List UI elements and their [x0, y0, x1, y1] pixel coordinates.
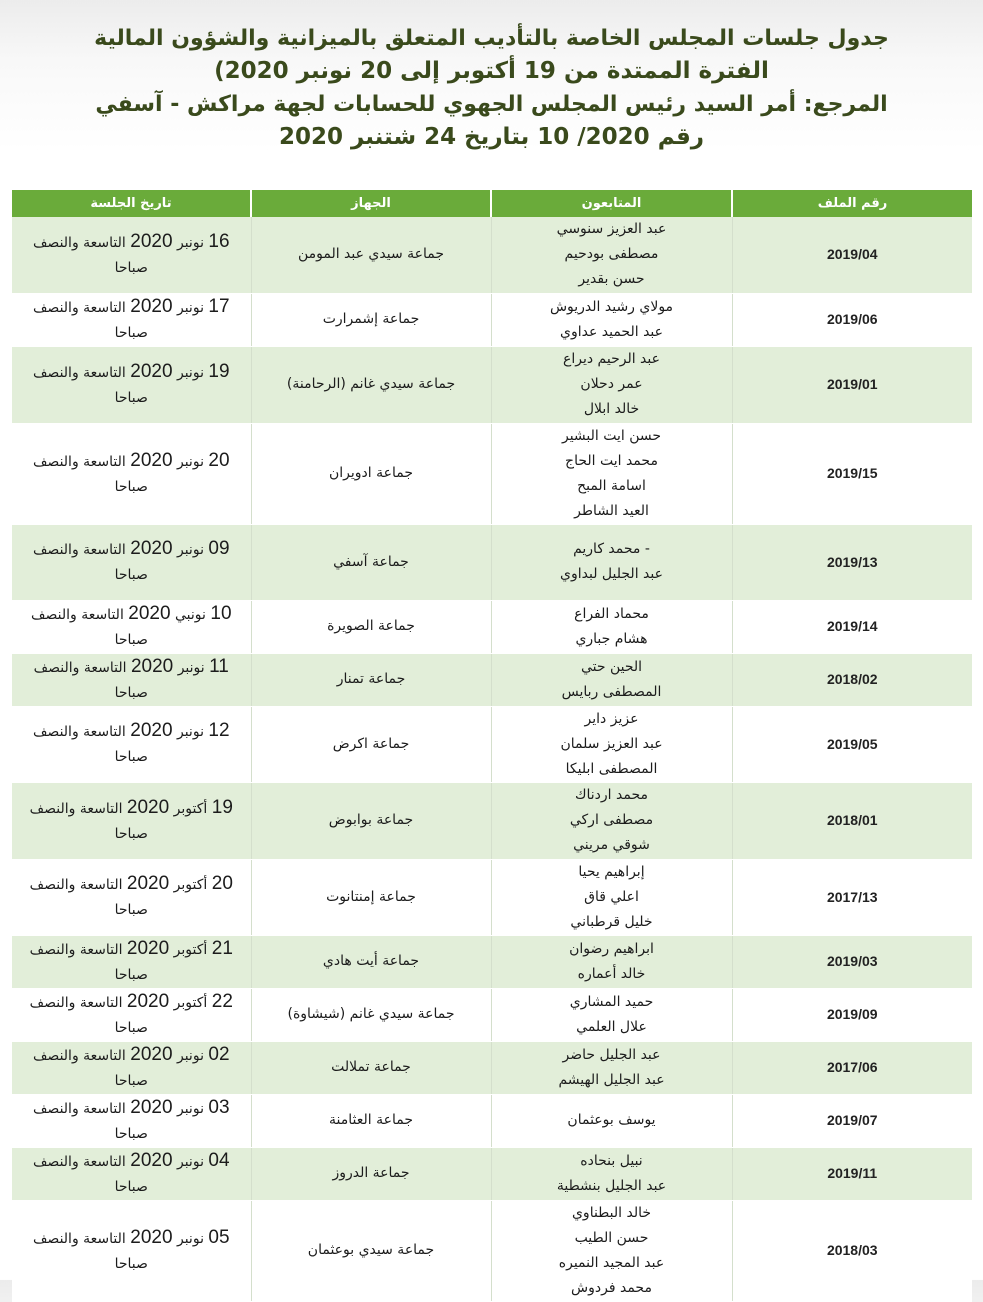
follower-name: يوسف بوعثمان	[567, 1112, 656, 1128]
file-number-cell: 2019/01	[732, 346, 972, 423]
table-row	[12, 1200, 972, 1301]
session-date-year: 2020	[128, 602, 171, 624]
follower-name: هشام جباري	[575, 630, 648, 647]
session-date-rest: التاسعة والنصف صباحا	[29, 994, 148, 1036]
file-number-cell: 2018/01	[732, 782, 972, 859]
session-date-rest: التاسعة والنصف صباحا	[29, 941, 148, 983]
file-number-cell: 2019/15	[732, 423, 972, 524]
session-date-month: نونبر	[176, 1230, 204, 1247]
document-header	[0, 22, 983, 154]
file-number-cell: 2019/05	[732, 706, 972, 782]
session-date-cell	[12, 423, 251, 524]
session-date-cell	[12, 1041, 251, 1094]
table-row	[12, 782, 972, 859]
file-number-cell: 2019/11	[732, 1147, 972, 1200]
follower-name: محمد اردناك	[574, 787, 648, 803]
followers-cell	[491, 1094, 732, 1147]
file-number-cell: 2017/06	[732, 1041, 972, 1094]
document-reference-number: رقم 2020/ 10 بتاريخ 24 شتنبر 2020	[278, 124, 705, 150]
body-cell: جماعة إمنتانوت	[251, 859, 491, 935]
session-date-year: 2020	[130, 655, 174, 677]
body-cell: جماعة إشمرارت	[251, 293, 491, 346]
follower-name: إبراهيم يحيا	[578, 863, 645, 880]
body-cell: جماعة تمنار	[251, 653, 491, 706]
column-header-body: الجهاز	[251, 190, 491, 217]
follower-name: عمر دحلان	[580, 376, 643, 392]
session-date-cell	[12, 653, 251, 706]
follower-name: ابراهيم رضوان	[569, 940, 654, 957]
follower-name: حسن بقدير	[578, 271, 645, 288]
session-date-cell	[12, 706, 251, 782]
column-header-session-date: تاريخ الجلسة	[12, 190, 251, 217]
session-date-day: 09	[208, 538, 230, 559]
follower-name: حميد المشاري	[569, 993, 654, 1010]
follower-name: اسامة المبح	[577, 477, 646, 494]
column-header-file-no: رقم الملف	[732, 190, 972, 217]
session-date-day: 19	[211, 796, 233, 818]
file-number-cell: 2019/07	[732, 1094, 972, 1147]
file-number-cell: 2018/02	[732, 653, 972, 706]
followers-cell	[491, 988, 732, 1041]
session-date-month: نونبر	[176, 299, 204, 316]
session-date-month: نونبر	[176, 724, 204, 740]
session-date-day: 20	[211, 873, 233, 894]
session-date-day: 10	[210, 602, 232, 624]
session-date-year: 2020	[130, 720, 173, 741]
session-date-cell	[12, 859, 251, 935]
session-date-day: 17	[208, 295, 230, 317]
session-date-day: 20	[208, 449, 230, 471]
follower-name: عبد العزيز سلمان	[560, 735, 663, 752]
column-header-followers: المتابعون	[491, 190, 732, 217]
follower-name: عبد العزيز سنوسي	[556, 221, 667, 238]
session-date-rest: التاسعة والنصف صباحا	[32, 724, 148, 765]
followers-cell	[491, 524, 732, 600]
session-date-rest: التاسعة والنصف صباحا	[32, 1047, 148, 1089]
session-date-month: أكتوبر	[173, 941, 208, 958]
table-row	[12, 935, 972, 988]
session-date-month: نونبر	[176, 453, 204, 470]
file-number-cell: 2017/13	[732, 859, 972, 935]
file-number-cell: 2019/04	[732, 217, 972, 293]
session-date-rest: التاسعة والنصف صباحا	[29, 877, 148, 918]
followers-cell	[491, 293, 732, 346]
session-date-rest: التاسعة والنصف صباحا	[32, 299, 148, 341]
follower-name: خالد ابلال	[583, 401, 640, 417]
followers-cell	[491, 1147, 732, 1200]
follower-name: عبد الجليل حاضر	[562, 1046, 661, 1063]
document-title: جدول جلسات المجلس الخاصة بالتأديب المتعلق بالميزانية والشؤون المالية	[94, 26, 889, 51]
file-number-cell: 2019/13	[732, 524, 972, 600]
session-date-day: 03	[208, 1096, 230, 1118]
followers-cell	[491, 782, 732, 859]
followers-cell	[491, 653, 732, 706]
follower-name: محماد الفراع	[574, 605, 649, 622]
follower-name: محمد ايت الحاج	[565, 452, 658, 469]
session-date-rest: التاسعة والنصف صباحا	[32, 234, 148, 276]
table-row	[12, 524, 972, 600]
table-row	[12, 653, 972, 706]
session-date-month: نونبر	[176, 364, 204, 381]
body-cell: جماعة تملالت	[251, 1041, 491, 1094]
session-date-month: نونبر	[176, 1153, 204, 1170]
table-row	[12, 706, 972, 782]
session-date-year: 2020	[130, 230, 173, 252]
body-cell: جماعة سيدي غانم (الرحامنة)	[251, 346, 491, 423]
body-cell: جماعة أيت هادي	[251, 935, 491, 988]
follower-name: حسن ايت البشير	[561, 427, 662, 444]
follower-name: عبد الجليل بنشطية	[556, 1177, 667, 1194]
session-date-cell	[12, 600, 251, 653]
table-row	[12, 217, 972, 293]
session-date-rest: التاسعة والنصف صباحا	[32, 542, 148, 583]
table-row	[12, 293, 972, 346]
session-date-day: 11	[209, 655, 229, 677]
session-date-year: 2020	[126, 990, 170, 1012]
session-date-year: 2020	[130, 1149, 173, 1171]
session-date-month: نونبر	[176, 234, 204, 251]
session-date-cell	[12, 1147, 251, 1200]
follower-name: عبد الجليل الهيشم	[558, 1071, 665, 1088]
session-date-day: 19	[208, 360, 230, 382]
session-date-day: 16	[208, 230, 230, 252]
session-date-month: أكتوبر	[173, 800, 208, 817]
file-number-cell: 2019/09	[732, 988, 972, 1041]
session-date-cell	[12, 988, 251, 1041]
follower-name: عبد الرحيم ديراع	[562, 351, 660, 367]
followers-cell	[491, 935, 732, 988]
session-date-rest: التاسعة والنصف صباحا	[32, 1230, 148, 1272]
session-date-day: 12	[208, 720, 230, 741]
follower-name: عبد المجيد النميره	[558, 1254, 665, 1271]
followers-cell	[491, 346, 732, 423]
followers-cell	[491, 1041, 732, 1094]
file-number-cell: 2018/03	[732, 1200, 972, 1301]
body-cell: جماعة آسفي	[251, 524, 491, 600]
session-date-year: 2020	[130, 1096, 173, 1118]
followers-cell	[491, 1200, 732, 1301]
body-cell: جماعة الصويرة	[251, 600, 491, 653]
session-date-rest: التاسعة والنصف صباحا	[32, 364, 148, 406]
session-date-rest: التاسعة والنصف صباحا	[29, 800, 148, 842]
follower-name: مولاي رشيد الدريوش	[549, 298, 674, 315]
followers-cell	[491, 423, 732, 524]
session-date-month: أكتوبر	[173, 877, 208, 893]
session-date-month: نونبر	[176, 1047, 204, 1064]
follower-name: حسن الطيب	[574, 1229, 649, 1246]
body-cell: جماعة العثامنة	[251, 1094, 491, 1147]
session-date-year: 2020	[130, 360, 173, 382]
follower-name: عزيز داير	[584, 710, 639, 727]
body-cell: جماعة بوابوض	[251, 782, 491, 859]
session-date-month: نونبي	[175, 606, 206, 623]
body-cell: جماعة سيدي بوعثمان	[251, 1200, 491, 1301]
session-date-rest: التاسعة والنصف صباحا	[32, 1153, 148, 1195]
session-date-month: أكتوبر	[173, 994, 208, 1011]
followers-cell	[491, 217, 732, 293]
session-date-year: 2020	[130, 1043, 173, 1065]
session-date-day: 22	[211, 990, 233, 1012]
table-row	[12, 859, 972, 935]
table-row	[12, 423, 972, 524]
table-row	[12, 346, 972, 423]
follower-name: - محمد كاريم	[573, 541, 650, 557]
follower-name: الحين حتي	[580, 658, 643, 675]
follower-name: خالد أعماره	[577, 965, 646, 982]
body-cell: جماعة ادويران	[251, 423, 491, 524]
session-date-day: 21	[211, 937, 233, 959]
follower-name: نبيل بنحاده	[580, 1152, 643, 1169]
session-date-year: 2020	[126, 796, 170, 818]
follower-name: خليل قرطباني	[570, 913, 653, 930]
session-date-cell	[12, 293, 251, 346]
session-date-year: 2020	[130, 449, 173, 471]
session-date-month: نونبر	[176, 542, 204, 558]
follower-name: العيد الشاطر	[574, 502, 649, 519]
session-date-rest: التاسعة والنصف صباحا	[32, 453, 148, 495]
document-reference: المرجع: أمر السيد رئيس المجلس الجهوي للحسابات لجهة مراكش - آسفي	[95, 92, 888, 117]
table-row	[12, 1041, 972, 1094]
session-date-cell	[12, 782, 251, 859]
session-date-day: 05	[208, 1226, 230, 1248]
follower-name: مصطفى بودحيم	[564, 246, 659, 263]
session-date-rest: التاسعة والنصف صباحا	[33, 659, 148, 701]
table-row	[12, 600, 972, 653]
follower-name: مصطفى اركي	[569, 812, 654, 828]
follower-name: عبد الجليل لبداوي	[560, 566, 663, 582]
session-date-month: نونبر	[176, 1100, 204, 1117]
file-number-cell: 2019/14	[732, 600, 972, 653]
follower-name: خالد البطناوي	[571, 1204, 652, 1221]
session-date-day: 04	[208, 1149, 230, 1171]
follower-name: اعلي قاق	[584, 888, 639, 905]
session-date-cell	[12, 1094, 251, 1147]
table-row	[12, 1147, 972, 1200]
table-row	[12, 988, 972, 1041]
follower-name: شوقي مريني	[573, 837, 650, 853]
follower-name: المصطفى ربايس	[561, 683, 662, 700]
body-cell: جماعة سيدي غانم (شيشاوة)	[251, 988, 491, 1041]
body-cell: جماعة سيدي عبد المومن	[251, 217, 491, 293]
session-date-year: 2020	[130, 295, 173, 317]
session-date-year: 2020	[130, 1226, 173, 1248]
session-date-year: 2020	[126, 937, 170, 959]
followers-cell	[491, 859, 732, 935]
session-date-cell	[12, 217, 251, 293]
file-number-cell: 2019/03	[732, 935, 972, 988]
followers-cell	[491, 600, 732, 653]
session-date-cell	[12, 935, 251, 988]
session-date-rest: التاسعة والنصف صباحا	[32, 1100, 148, 1142]
table-header-row	[12, 190, 972, 217]
followers-cell	[491, 706, 732, 782]
session-date-year: 2020	[130, 538, 173, 559]
follower-name: محمد فردوش	[571, 1279, 652, 1296]
session-date-month: نونبر	[177, 659, 205, 676]
session-date-day: 02	[208, 1043, 230, 1065]
table-row	[12, 1094, 972, 1147]
session-date-year: 2020	[126, 873, 170, 894]
session-date-cell	[12, 524, 251, 600]
body-cell: جماعة الدروز	[251, 1147, 491, 1200]
session-date-cell	[12, 1200, 251, 1301]
follower-name: المصطفى ابليكا	[565, 760, 658, 777]
table-body	[12, 217, 972, 1301]
body-cell: جماعة اكرض	[251, 706, 491, 782]
file-number-cell: 2019/06	[732, 293, 972, 346]
document-period: الفترة الممتدة من 19 أكتوبر إلى 20 نونبر 2020)	[214, 58, 769, 84]
follower-name: عبد الحميد عداوي	[560, 323, 663, 340]
sessions-table	[12, 190, 972, 1302]
follower-name: علال العلمي	[576, 1018, 647, 1035]
session-date-cell	[12, 346, 251, 423]
session-date-rest: التاسعة والنصف صباحا	[30, 606, 148, 648]
